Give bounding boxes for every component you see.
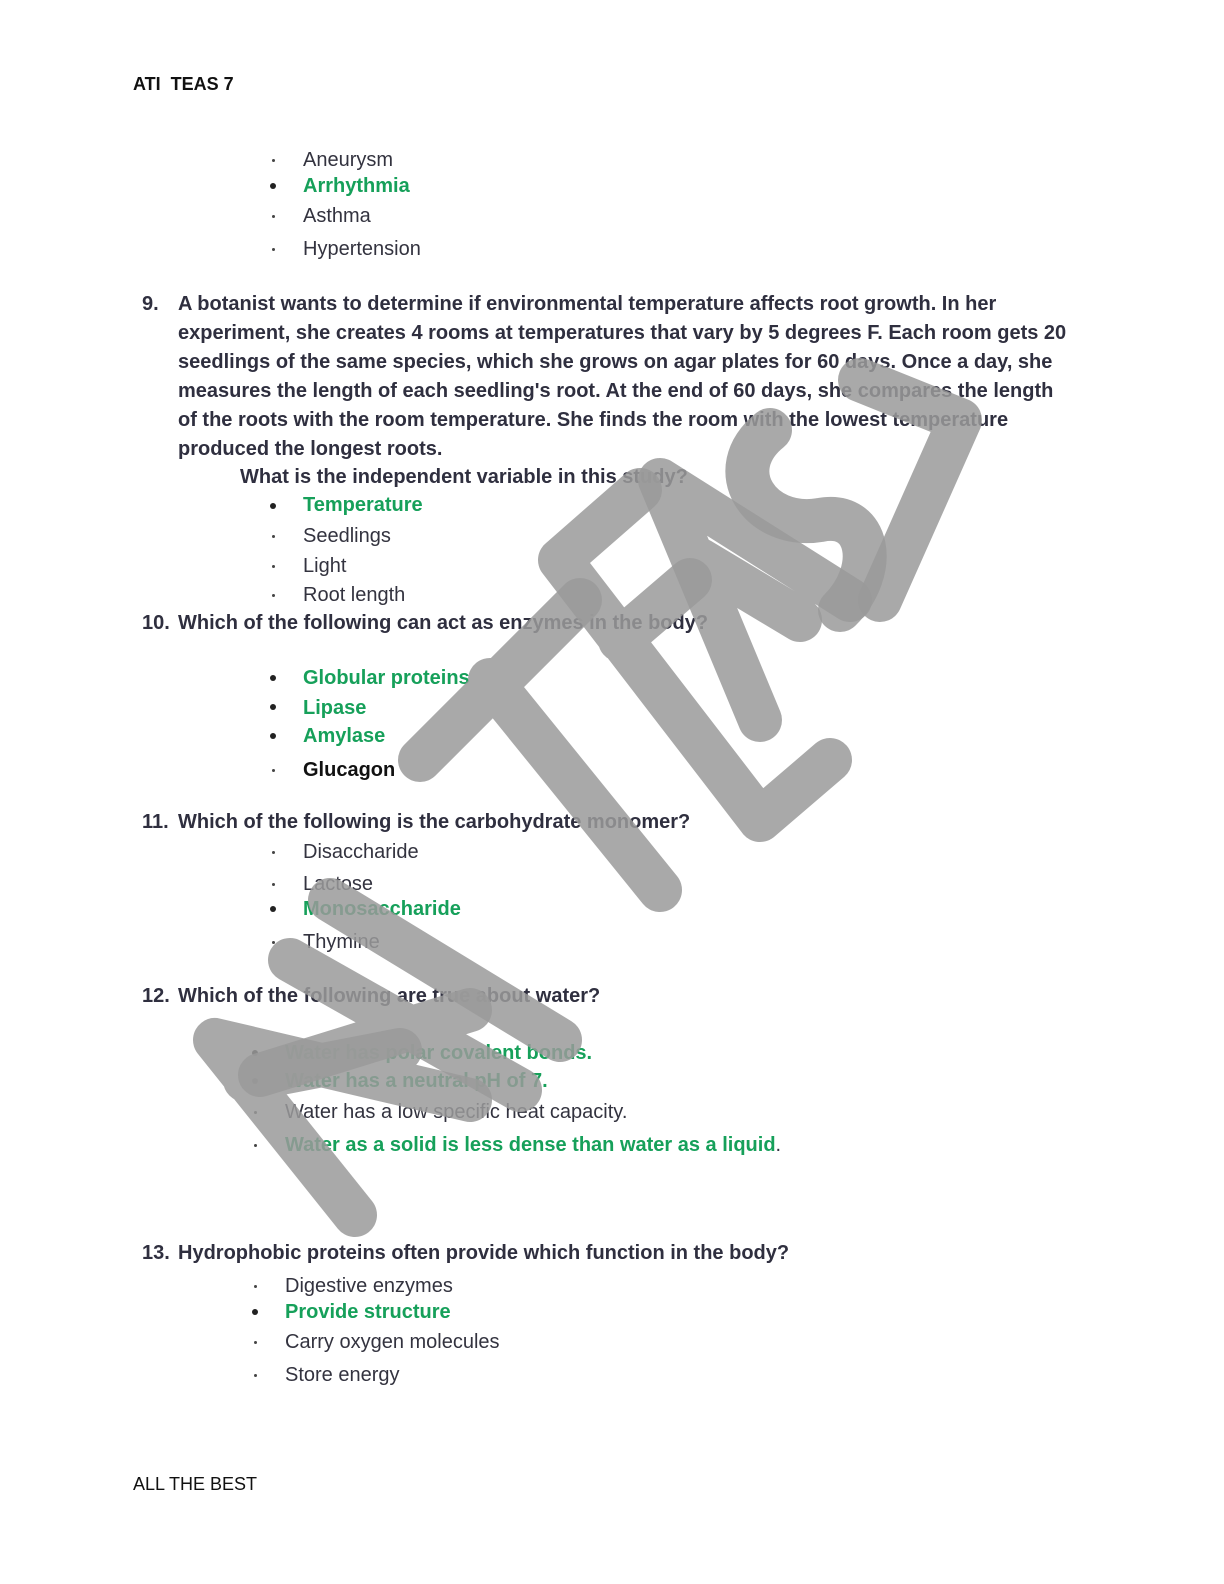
q9-option-a-correct: Temperature [303,494,423,516]
bullet-icon [270,503,276,509]
bullet-icon [252,1050,258,1056]
question-9 [142,290,1072,464]
question-number: 13. [142,1242,170,1264]
question-13 [142,1239,1072,1268]
bullet-icon [252,1078,258,1084]
q12-option-c: Water has a low specific heat capacity. [285,1101,628,1123]
option-trailing-period: . [775,1134,782,1156]
bullet-icon [272,215,275,218]
bullet-icon [270,183,276,189]
q13-option-a: Digestive enzymes [285,1275,453,1297]
q9-option-c: Light [303,555,347,577]
bullet-icon [272,594,275,597]
bullet-icon [254,1374,257,1377]
bullet-icon [272,851,275,854]
q11-option-a: Disaccharide [303,841,419,863]
bullet-icon [270,704,276,710]
question-text: Hydrophobic proteins often provide which function in the body? [178,1242,790,1264]
bullet-icon [270,675,276,681]
q9-option-b: Seedlings [303,525,391,547]
q10-option-a-correct: Globular proteins [303,667,470,689]
watermark-letter-i [330,900,560,1040]
watermark-letter-a [215,1040,470,1215]
bullet-icon [272,883,275,886]
q12-option-b-correct: Water has a neutral pH of 7. [285,1070,548,1092]
question-9-prompt: What is the independent variable in this study? [240,466,688,488]
q9-option-d: Root length [303,584,406,606]
q10-option-c-correct: Amylase [303,725,386,747]
bullet-icon [272,565,275,568]
q8-option-d: Hypertension [303,238,421,260]
question-text: Which of the following is the carbohydrate monomer? [178,811,691,833]
q8-option-c: Asthma [303,205,371,227]
bullet-icon [272,248,275,251]
page-header: ATI TEAS 7 [133,74,234,94]
question-text: Which of the following can act as enzymes in the body? [178,612,709,634]
question-number: 12. [142,985,170,1007]
bullet-icon [254,1341,257,1344]
q10-option-b-correct: Lipase [303,697,367,719]
q8-option-a: Aneurysm [303,149,394,171]
bullet-icon [254,1144,257,1147]
bullet-icon [254,1111,257,1114]
q11-option-c-correct: Monosaccharide [303,898,461,920]
question-12 [142,982,1072,1011]
bullet-icon [272,769,275,772]
question-number: 11. [142,811,169,833]
q8-option-b-correct: Arrhythmia [303,175,410,197]
bullet-icon [272,159,275,162]
q11-option-b: Lactose [303,873,374,895]
q12-option-d-correct [285,1133,781,1157]
question-text: Which of the following are true about water? [178,985,601,1007]
question-10 [142,609,1072,638]
bullet-icon [272,941,275,944]
question-11 [142,808,1072,837]
q13-option-d: Store energy [285,1364,400,1386]
q10-option-d: Glucagon [303,759,396,781]
bullet-icon [272,535,275,538]
q13-option-b-correct: Provide structure [285,1301,451,1323]
page-footer: ALL THE BEST [133,1474,258,1494]
watermark-letter-a2 [660,480,850,720]
watermark-letter-t2 [420,600,660,890]
bullet-icon [270,733,276,739]
question-number: 10. [142,612,170,634]
bullet-icon [270,906,276,912]
bullet-icon [254,1285,257,1288]
question-text: A botanist wants to determine if environmental temperature affects root growth. In her experiment, she creates 4 rooms at temperatures that vary by 5 degrees F. Each room gets 20 seedlings of the same species, which she grows on agar plates for 60 days. Once a day, she measures the length of each seedling's root. At the end of 60 days, she compares the length of the roots with the room temperature. She finds the room with the lowest temperature produced the longest roots. [178,293,1067,460]
q11-option-d: Thymine [303,931,380,953]
q13-option-c: Carry oxygen molecules [285,1331,500,1353]
q12-option-a-correct: Water has polar covalent bonds. [285,1042,593,1064]
bullet-icon [252,1309,258,1315]
question-number: 9. [142,293,159,315]
option-text: Water as a solid is less dense than water as a liquid [285,1134,776,1156]
watermark-letter-e [560,490,830,820]
